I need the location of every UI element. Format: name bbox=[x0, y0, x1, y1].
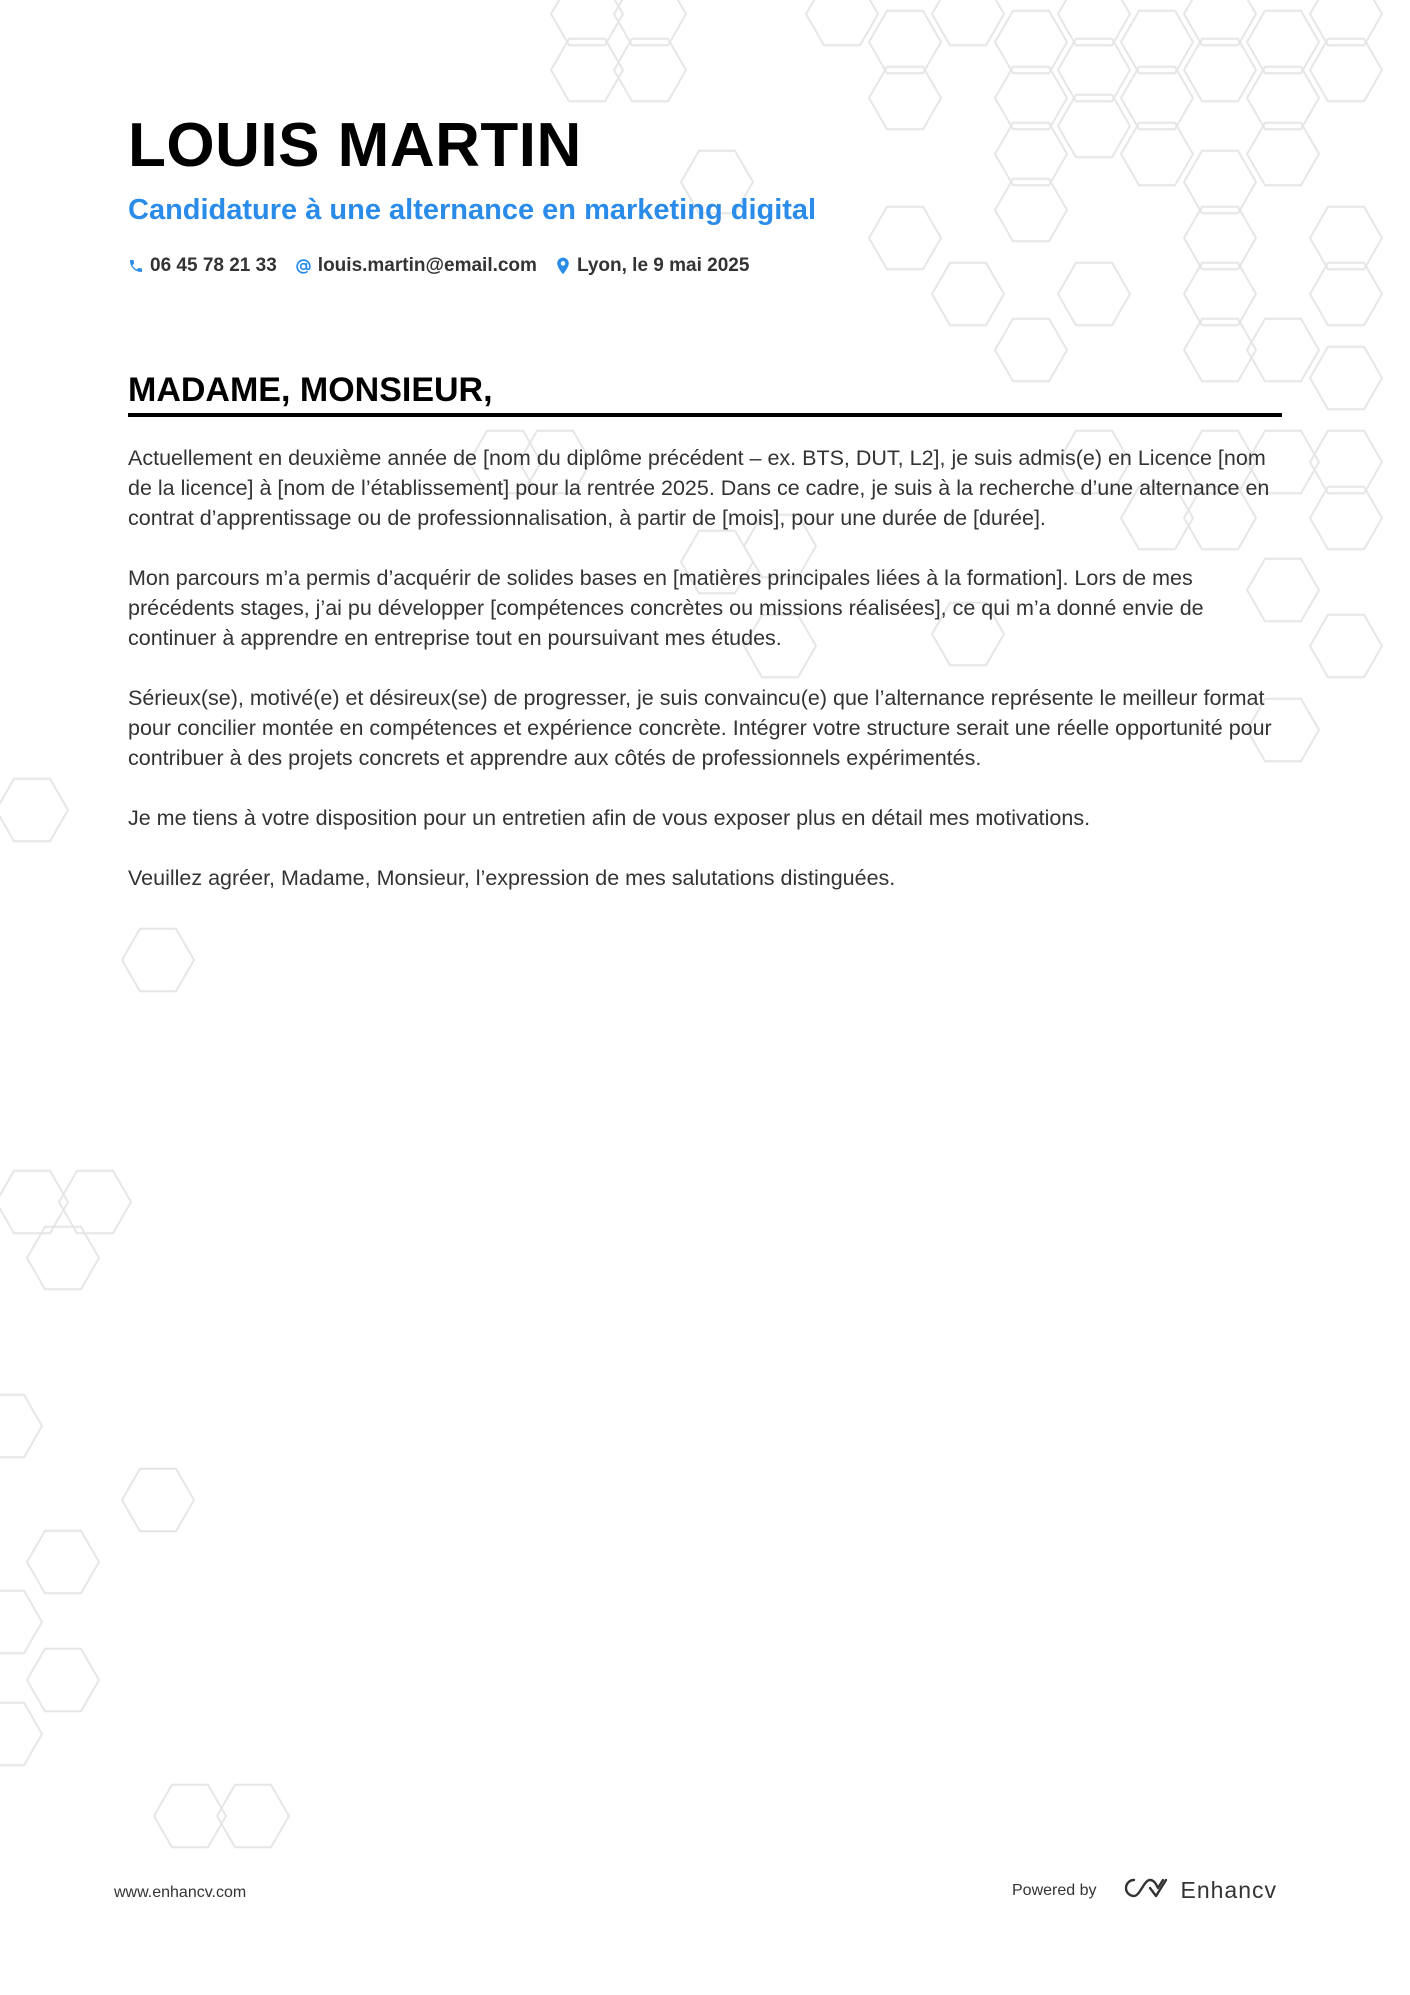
footer-website[interactable]: www.enhancv.com bbox=[114, 1884, 247, 1901]
letter-paragraph: Sérieux(se), motivé(e) et désireux(se) de progresser, je suis convaincu(e) que l’alternance représente le meilleur format pour concilier montée en compétences et expérience concrète. Intégrer votre structure serait une réelle opportunité pour contribuer à des projets concrets et apprendre aux côtés de professionnels expérimentés. bbox=[128, 686, 1272, 770]
brand-name: Enhancv bbox=[1180, 1877, 1278, 1903]
letter-closing: Veuillez agréer, Madame, Monsieur, l’expression de mes salutations distinguées. bbox=[128, 866, 896, 890]
applicant-name: LOUIS MARTIN bbox=[128, 111, 582, 180]
powered-by-label: Powered by bbox=[1012, 1881, 1097, 1899]
enhancv-logo-icon bbox=[1123, 1876, 1169, 1905]
letter-paragraph: Je me tiens à votre disposition pour un entretien afin de vous exposer plus en détail mes motivations. bbox=[128, 806, 1091, 830]
email-address[interactable]: louis.martin@email.com bbox=[317, 255, 537, 276]
contact-email bbox=[295, 255, 537, 277]
location-date: Lyon, le 9 mai 2025 bbox=[576, 255, 750, 276]
salutation-heading: MADAME, MONSIEUR, bbox=[128, 371, 493, 409]
letter-paragraph: Mon parcours m’a permis d’acquérir de solides bases en [matières principales liées à la formation]. Lors de mes précédents stages, j’ai pu développer [compétences concrètes ou missions réalisées], ce qui m’a donné envie de continuer à apprendre en entreprise tout en poursuivant mes études. bbox=[128, 566, 1204, 650]
brand-logo[interactable] bbox=[1123, 1876, 1278, 1905]
contact-info bbox=[128, 255, 749, 277]
phone-icon bbox=[128, 258, 144, 274]
contact-phone bbox=[128, 255, 277, 277]
footer-branding bbox=[1012, 1876, 1277, 1905]
phone-number[interactable]: 06 45 78 21 33 bbox=[150, 255, 277, 276]
application-subtitle: Candidature à une alternance en marketing digital bbox=[128, 194, 817, 226]
contact-location bbox=[555, 255, 750, 277]
at-sign-icon bbox=[295, 258, 312, 275]
letter-paragraph: Actuellement en deuxième année de [nom du diplôme précédent – ex. BTS, DUT, L2], je suis admis(e) en Licence [nom de la licence] à [nom de l’établissement] pour la rentrée 2025. Dans ce cadre, je suis à la recherche d’une alternance en contrat d’apprentissage ou de professionnalisation, à partir de [mois], pour une durée de [durée]. bbox=[128, 446, 1270, 530]
map-pin-icon bbox=[555, 257, 571, 275]
letter-body bbox=[128, 443, 1288, 923]
heading-divider bbox=[128, 413, 1282, 417]
